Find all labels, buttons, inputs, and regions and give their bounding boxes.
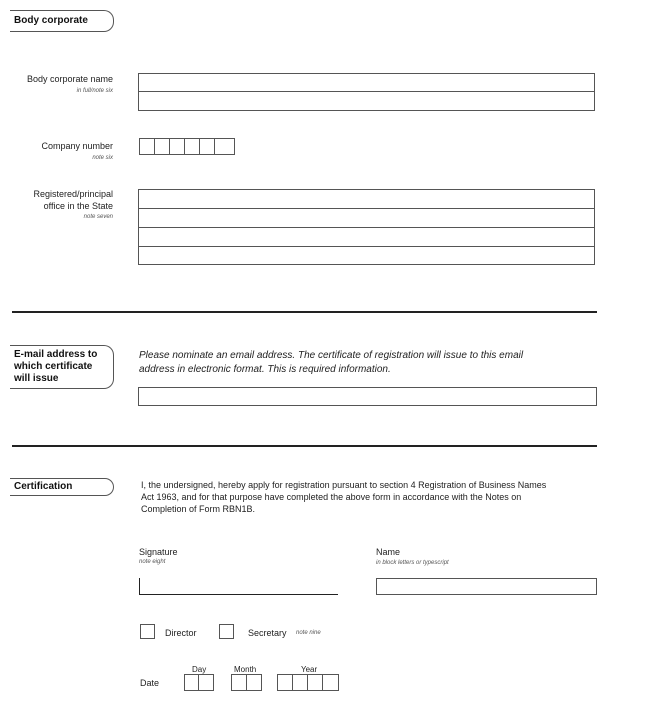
company-number-digit-box[interactable] bbox=[185, 139, 200, 154]
registered-office-line-1[interactable] bbox=[139, 190, 594, 209]
body-corporate-section-title: Body corporate bbox=[14, 15, 88, 26]
certification-text-line-3: Completion of Form RBN1B. bbox=[141, 504, 256, 514]
company-number-digit-box[interactable] bbox=[155, 139, 170, 154]
registered-office-line-3[interactable] bbox=[139, 228, 594, 247]
name-label: Name bbox=[376, 547, 401, 557]
date-label: Date bbox=[140, 678, 160, 688]
registered-office-field[interactable] bbox=[138, 189, 595, 265]
secretary-note: note nine bbox=[296, 630, 321, 636]
registered-office-label-line-1: Registered/principal bbox=[33, 189, 113, 199]
date-day-box[interactable] bbox=[199, 675, 213, 690]
email-section-title-line-2: which certificate bbox=[14, 361, 93, 372]
date-month-box[interactable] bbox=[247, 675, 261, 690]
date-day-boxes[interactable] bbox=[184, 674, 214, 691]
email-address-input[interactable] bbox=[138, 387, 597, 406]
section-divider-1 bbox=[12, 311, 597, 313]
name-note: in block letters or typescript bbox=[376, 560, 449, 566]
date-year-boxes[interactable] bbox=[277, 674, 339, 691]
email-section-title-line-3: will issue bbox=[14, 373, 59, 384]
signature-note: note eight bbox=[139, 559, 166, 565]
date-day-box[interactable] bbox=[185, 675, 199, 690]
signature-label: Signature bbox=[139, 547, 178, 557]
company-number-digit-box[interactable] bbox=[200, 139, 215, 154]
day-label: Day bbox=[192, 665, 207, 674]
date-month-boxes[interactable] bbox=[231, 674, 262, 691]
month-label: Month bbox=[234, 665, 257, 674]
email-instruction-line-1: Please nominate an email address. The certificate of registration will issue to this email bbox=[139, 350, 524, 361]
email-instruction-line-2: address in electronic format. This is required information. bbox=[139, 364, 391, 375]
director-label: Director bbox=[165, 628, 197, 638]
company-number-label: Company number bbox=[41, 141, 113, 151]
registered-office-line-2[interactable] bbox=[139, 209, 594, 228]
company-number-digit-box[interactable] bbox=[170, 139, 185, 154]
company-number-note: note six bbox=[92, 155, 113, 161]
director-checkbox[interactable] bbox=[140, 624, 155, 639]
body-corporate-name-line-2[interactable] bbox=[139, 92, 594, 110]
certification-text-line-2: Act 1963, and for that purpose have completed the above form in accordance with the Notes on bbox=[141, 492, 522, 502]
date-year-box[interactable] bbox=[323, 675, 338, 690]
body-corporate-name-label: Body corporate name bbox=[26, 74, 113, 84]
signature-line[interactable] bbox=[139, 578, 338, 595]
name-input[interactable] bbox=[376, 578, 597, 595]
section-divider-2 bbox=[12, 445, 597, 447]
certification-section-title: Certification bbox=[14, 481, 73, 492]
body-corporate-name-note: in full/note six bbox=[76, 88, 113, 94]
secretary-checkbox[interactable] bbox=[219, 624, 234, 639]
date-month-box[interactable] bbox=[232, 675, 247, 690]
registered-office-note: note seven bbox=[83, 214, 113, 220]
registered-office-line-4[interactable] bbox=[139, 247, 594, 264]
company-number-digit-box[interactable] bbox=[215, 139, 230, 154]
date-year-box[interactable] bbox=[278, 675, 293, 690]
registered-office-label-line-2: office in the State bbox=[43, 201, 113, 211]
certification-text-line-1: I, the undersigned, hereby apply for registration pursuant to section 4 Registration of Business Names bbox=[141, 480, 547, 490]
email-section-title-line-1: E-mail address to bbox=[14, 349, 98, 360]
company-number-boxes[interactable] bbox=[139, 138, 235, 155]
date-year-box[interactable] bbox=[308, 675, 323, 690]
company-number-digit-box[interactable] bbox=[140, 139, 155, 154]
date-year-box[interactable] bbox=[293, 675, 308, 690]
secretary-label: Secretary bbox=[248, 628, 287, 638]
body-corporate-name-line-1[interactable] bbox=[139, 74, 594, 92]
year-label: Year bbox=[301, 665, 318, 674]
body-corporate-name-field[interactable] bbox=[138, 73, 595, 111]
